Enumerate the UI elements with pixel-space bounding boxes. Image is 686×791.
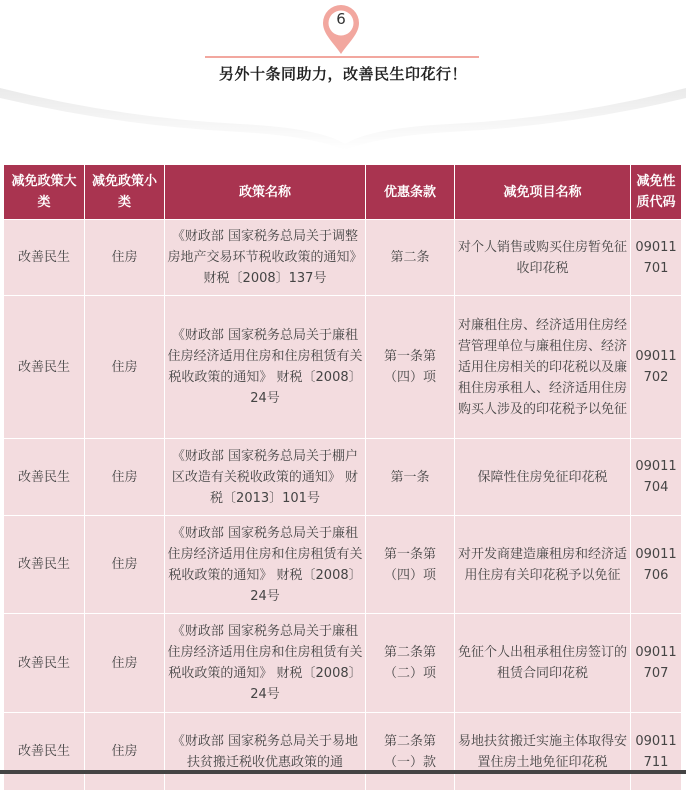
col-header-major-category: 减免政策大类 — [4, 165, 85, 220]
cell-item-name: 免征个人出租承租住房签订的租赁合同印花税 — [455, 614, 631, 713]
col-header-code: 减免性质代码 — [631, 165, 682, 220]
cell-major-category: 改善民生 — [4, 439, 85, 516]
section-number: 6 — [336, 10, 346, 28]
cell-item-name: 易地扶贫搬迁实施主体取得安置住房土地免征印花税 — [455, 713, 631, 791]
table-header-row — [4, 165, 682, 220]
cell-minor-category: 住房 — [85, 614, 165, 713]
cell-code: 09011702 — [631, 296, 682, 439]
table-row — [4, 220, 682, 296]
cell-clause: 第一条第（四）项 — [366, 516, 455, 614]
section-heading: 另外十条同助力，改善民生印花行！ — [218, 65, 467, 83]
decorative-wave — [0, 88, 686, 158]
cell-clause: 第二条第（二）项 — [366, 614, 455, 713]
bottom-edge-bar — [0, 770, 686, 774]
cell-minor-category: 住房 — [85, 516, 165, 614]
cell-code: 09011701 — [631, 220, 682, 296]
cell-item-name: 对廉租住房、经济适用住房经营管理单位与廉租住房、经济适用住房相关的印花税以及廉租住房承租人、经济适用住房购买人涉及的印花税予以免征 — [455, 296, 631, 439]
table-row — [4, 296, 682, 439]
cell-policy-name: 《财政部 国家税务总局关于廉租住房经济适用住房和住房租赁有关税收政策的通知》 财税〔2008〕24号 — [165, 614, 366, 713]
cell-code: 09011711 — [631, 713, 682, 791]
table-row — [4, 516, 682, 614]
cell-policy-name: 《财政部 国家税务总局关于易地扶贫搬迁税收优惠政策的通 — [165, 713, 366, 791]
table-row — [4, 614, 682, 713]
cell-minor-category: 住房 — [85, 713, 165, 791]
cell-item-name: 保障性住房免征印花税 — [455, 439, 631, 516]
cell-code: 09011706 — [631, 516, 682, 614]
heading-divider — [205, 56, 479, 58]
cell-code: 09011707 — [631, 614, 682, 713]
col-header-policy-name: 政策名称 — [165, 165, 366, 220]
cell-policy-name: 《财政部 国家税务总局关于廉租住房经济适用住房和住房租赁有关税收政策的通知》 财税〔2008〕24号 — [165, 516, 366, 614]
table-row — [4, 439, 682, 516]
cell-clause: 第一条第（四）项 — [366, 296, 455, 439]
section-header — [0, 0, 686, 160]
cell-policy-name: 《财政部 国家税务总局关于廉租住房经济适用住房和住房租赁有关税收政策的通知》 财税〔2008〕24号 — [165, 296, 366, 439]
cell-major-category: 改善民生 — [4, 614, 85, 713]
col-header-minor-category: 减免政策小类 — [85, 165, 165, 220]
cell-code: 09011704 — [631, 439, 682, 516]
cell-major-category: 改善民生 — [4, 516, 85, 614]
cell-clause: 第二条 — [366, 220, 455, 296]
cell-minor-category: 住房 — [85, 296, 165, 439]
cell-minor-category: 住房 — [85, 439, 165, 516]
tax-policy-table — [3, 164, 682, 791]
cell-minor-category: 住房 — [85, 220, 165, 296]
cell-clause: 第二条第（一）款 — [366, 713, 455, 791]
cell-major-category: 改善民生 — [4, 296, 85, 439]
col-header-item-name: 减免项目名称 — [455, 165, 631, 220]
cell-item-name: 对开发商建造廉租房和经济适用住房有关印花税予以免征 — [455, 516, 631, 614]
cell-clause: 第一条 — [366, 439, 455, 516]
cell-major-category: 改善民生 — [4, 220, 85, 296]
cell-item-name: 对个人销售或购买住房暂免征收印花税 — [455, 220, 631, 296]
cell-policy-name: 《财政部 国家税务总局关于棚户区改造有关税收政策的通知》 财税〔2013〕101号 — [165, 439, 366, 516]
cell-policy-name: 《财政部 国家税务总局关于调整房地产交易环节税收政策的通知》 财税〔2008〕137号 — [165, 220, 366, 296]
cell-major-category: 改善民生 — [4, 713, 85, 791]
table-row — [4, 713, 682, 791]
col-header-clause: 优惠条款 — [366, 165, 455, 220]
